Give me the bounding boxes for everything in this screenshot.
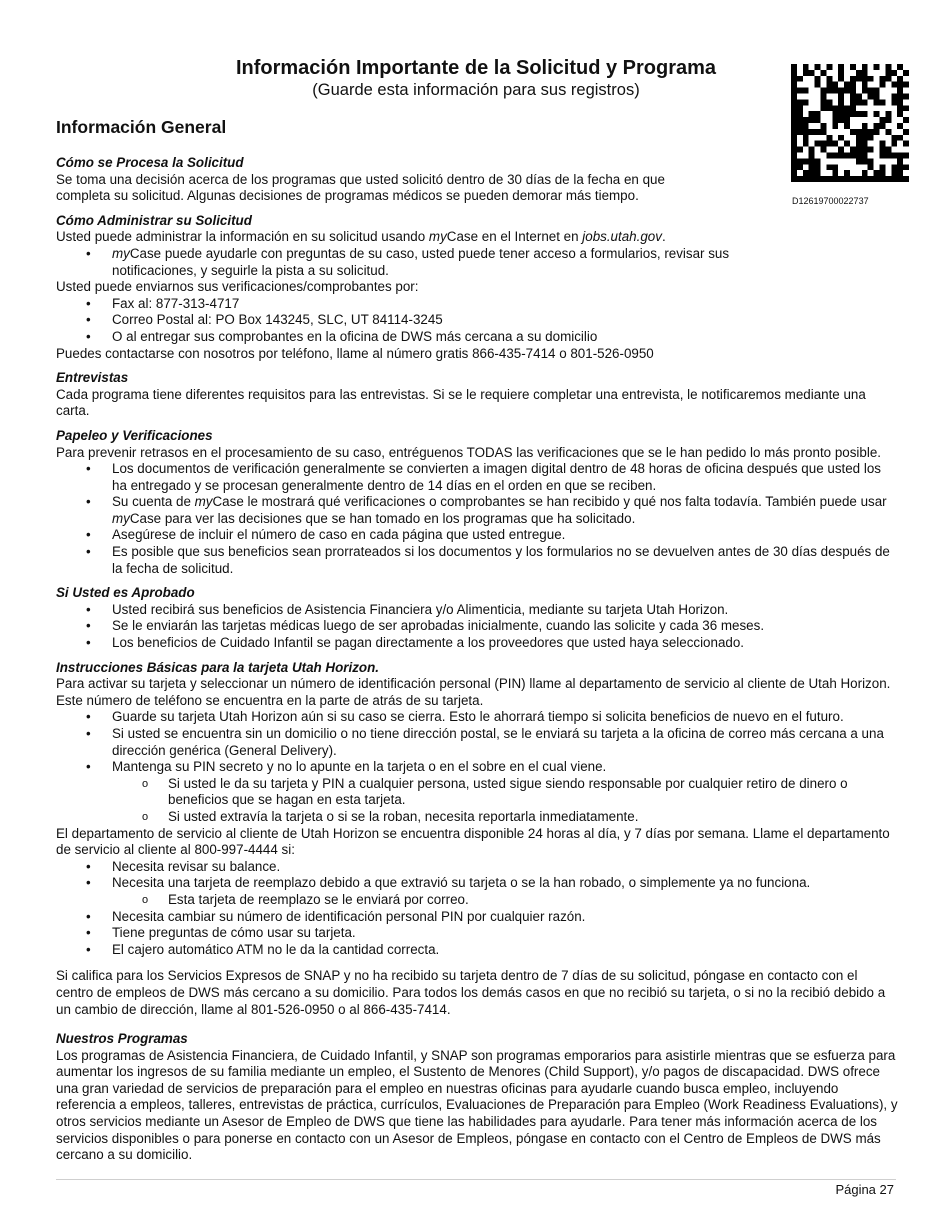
replacement-sublist — [112, 892, 898, 909]
sub-list-item: o Si usted le da su tarjeta y PIN a cualquier persona, usted sigue siendo responsable por cualquier retiro de dinero o beneficios que se hagan en esta tarjeta. — [112, 776, 898, 809]
list-item: • Correo Postal al: PO Box 143245, SLC, UT 84114-3245 — [56, 312, 898, 329]
papeleo-list — [56, 461, 898, 577]
text-snap: Si califica para los Servicios Expresos de SNAP y no ha recibido su tarjeta dentro de 7 días de su solicitud, póngase en contacto con el centro de empleos de DWS más cercano a su domicilio. Para todos los demás casos en que no recibió su tarjeta, o si no la recibió debido a un cambio de dirección, llame al 801-526-0950 o al 866-435-7414. — [56, 968, 886, 1017]
page-subtitle: (Guarde esta información para sus registros) — [312, 81, 640, 99]
list-item: • Necesita una tarjeta de reemplazo debido a que extravió su tarjeta o se la han robado, o simplemente ya no funciona. o Esta tarjeta de reemplazo se le enviará por correo. — [56, 875, 898, 908]
mycase-list — [56, 246, 898, 279]
section-instrucciones — [56, 660, 898, 1018]
barcode-id: D12619700022737 — [792, 196, 869, 206]
instrucciones-list — [56, 709, 898, 825]
text-entrevistas: Cada programa tiene diferentes requisitos para las entrevistas. Si se le requiere completar una entrevista, le notificaremos mediante una carta. — [56, 386, 866, 419]
text-papeleo: Para prevenir retrasos en el procesamiento de su caso, entréguenos TODAS las verificaciones que se le han pedido lo más pronto posible. — [56, 444, 881, 460]
section-papeleo — [56, 428, 898, 577]
list-item: • Asegúrese de incluir el número de caso en cada página que usted entregue. — [56, 527, 898, 544]
heading-programas: Nuestros Programas — [56, 1031, 188, 1047]
heading-procesa: Cómo se Procesa la Solicitud — [56, 155, 244, 170]
list-item: • Necesita revisar su balance. — [56, 859, 898, 876]
list-item: • Necesita cambiar su número de identificación personal PIN por cualquier razón. — [56, 909, 898, 926]
list-item: • Fax al: 877-313-4717 — [56, 296, 898, 313]
footer-divider — [56, 1179, 896, 1180]
heading-instrucciones: Instrucciones Básicas para la tarjeta Utah Horizon. — [56, 659, 379, 675]
list-item: • Se le enviarán las tarjetas médicas luego de ser aprobadas inicialmente, cuando las solicite y cada 36 meses. — [56, 618, 898, 635]
list-item: • Los documentos de verificación generalmente se convierten a imagen digital dentro de 48 horas de oficina después que usted los ha entregado y se procesan generalmente dentro de 14 días en el orden en que se reciben. — [56, 461, 898, 494]
text-instrucciones: Para activar su tarjeta y seleccionar un número de identificación personal (PIN) llame al departamento de servicio al cliente de Utah Horizon. Este número de teléfono se encuentra en la parte de atrás de su tarjeta. — [56, 676, 891, 708]
list-item: • Su cuenta de myCase le mostrará qué verificaciones o comprobantes se han recibido y qué nos falta todavía. También puede usar myCase para ver las decisiones que se han tomado en los programas que ha solicitado. — [56, 494, 898, 527]
list-item: • Los beneficios de Cuidado Infantil se pagan directamente a los proveedores que usted haya seleccionado. — [56, 635, 898, 652]
section-entrevistas — [56, 370, 898, 420]
heading-entrevistas: Entrevistas — [56, 370, 129, 386]
send-methods-list — [56, 296, 898, 346]
section-administrar — [56, 213, 898, 362]
heading-papeleo: Papeleo y Verificaciones — [56, 427, 213, 443]
text-service: El departamento de servicio al cliente de Utah Horizon se encuentra disponible 24 horas al día, y 7 días por semana. Llame el departamento de servicio al cliente al 800-997-4444 si: — [56, 825, 890, 858]
call-reasons-list — [56, 859, 898, 959]
text-programas: Los programas de Asistencia Financiera, de Cuidado Infantil, y SNAP son programas emporarios para asistirle mientras que se esfuerza para aumentar los ingresos de su familia mediante un empleo, el Sustento de Menores (Child Support), y/o pagos de discapacidad. DWS ofrece una gran variedad de servicios de preparación para el empleo en nuestras oficinas para ayudarle cuando busca empleo, incluyendo referencia a empleos, talleres, entrevistas de práctica, currículos, Evaluaciones de Preparación para Empleo (Work Readiness Evaluations), y otros servicios mediante un Asesor de Empleo de DWS que tiene las habilidades para ayudarle. Para tener más información acerca de los servicios disponibles o para ponerse en contacto con un Asesor de Empleos, póngase en contacto con el Centro de Empleos de DWS más cercano a su domicilio. — [56, 1047, 898, 1163]
list-item: • Tiene preguntas de cómo usar su tarjeta. — [56, 925, 898, 942]
aprobado-list — [56, 602, 898, 652]
list-item: • El cajero automático ATM no le da la cantidad correcta. — [56, 942, 898, 959]
list-item: • myCase puede ayudarle con preguntas de su caso, usted puede tener acceso a formularios, revisar sus notificaciones, y seguirle la pista a su solicitud. — [56, 246, 752, 279]
list-item: • Guarde su tarjeta Utah Horizon aún si su caso se cierra. Esto le ahorrará tiempo si solicita beneficios de nuevo en el futuro. — [56, 709, 898, 726]
section-programas — [56, 1031, 898, 1164]
heading-administrar: Cómo Administrar su Solicitud — [56, 212, 252, 228]
list-item: • Es posible que sus beneficios sean prorrateados si los documentos y los formularios no se devuelven antes de 30 días después de la fecha de solicitud. — [56, 544, 898, 577]
section-title: Información General — [56, 117, 227, 137]
list-item: • Si usted se encuentra sin un domicilio o no tiene dirección postal, se le enviará su tarjeta a la oficina de correo más cercana a una dirección genérica (General Delivery). — [56, 726, 898, 759]
list-item: • Usted recibirá sus beneficios de Asistencia Financiera y/o Alimenticia, mediante su tarjeta Utah Horizon. — [56, 602, 898, 619]
page-number: Página 27 — [835, 1182, 894, 1197]
page-title: Información Importante de la Solicitud y Programa — [235, 57, 717, 79]
document-body — [56, 116, 898, 1172]
sub-list-item: o Esta tarjeta de reemplazo se le enviará por correo. — [112, 892, 898, 909]
section-aprobado — [56, 585, 898, 651]
section-procesa — [56, 155, 898, 205]
text-send-intro: Usted puede enviarnos sus verificaciones/comprobantes por: — [56, 279, 419, 295]
list-item: • Mantenga su PIN secreto y no lo apunte en la tarjeta o en el sobre en el cual viene. o Si usted le da su tarjeta y PIN a cualquier persona, usted sigue siendo responsable por cualquier retiro de dinero o beneficios que se hagan en esta tarjeta. o Si usted extravía la tarjeta o si se la roban, necesita reportarla inmediatamente. — [56, 759, 898, 825]
text-administrar-intro: Usted puede administrar la información en su solicitud usando myCase en el Internet en jobs.utah.gov. — [56, 229, 666, 245]
website-link[interactable]: jobs.utah.gov — [582, 229, 662, 245]
list-item: • O al entregar sus comprobantes en la oficina de DWS más cercana a su domicilio — [56, 329, 898, 346]
text-phone: Puedes contactarse con nosotros por teléfono, llame al número gratis 866-435-7414 o 801-526-0950 — [56, 345, 654, 361]
text-procesa: Se toma una decisión acerca de los programas que usted solicitó dentro de 30 días de la fecha en que completa su solicitud. Algunas decisiones de programas médicos se pueden demorar más tiempo. — [56, 171, 665, 204]
pin-sublist — [112, 776, 898, 826]
sub-list-item: o Si usted extravía la tarjeta o si se la roban, necesita reportarla inmediatamente. — [112, 809, 898, 826]
heading-aprobado: Si Usted es Aprobado — [56, 585, 195, 601]
